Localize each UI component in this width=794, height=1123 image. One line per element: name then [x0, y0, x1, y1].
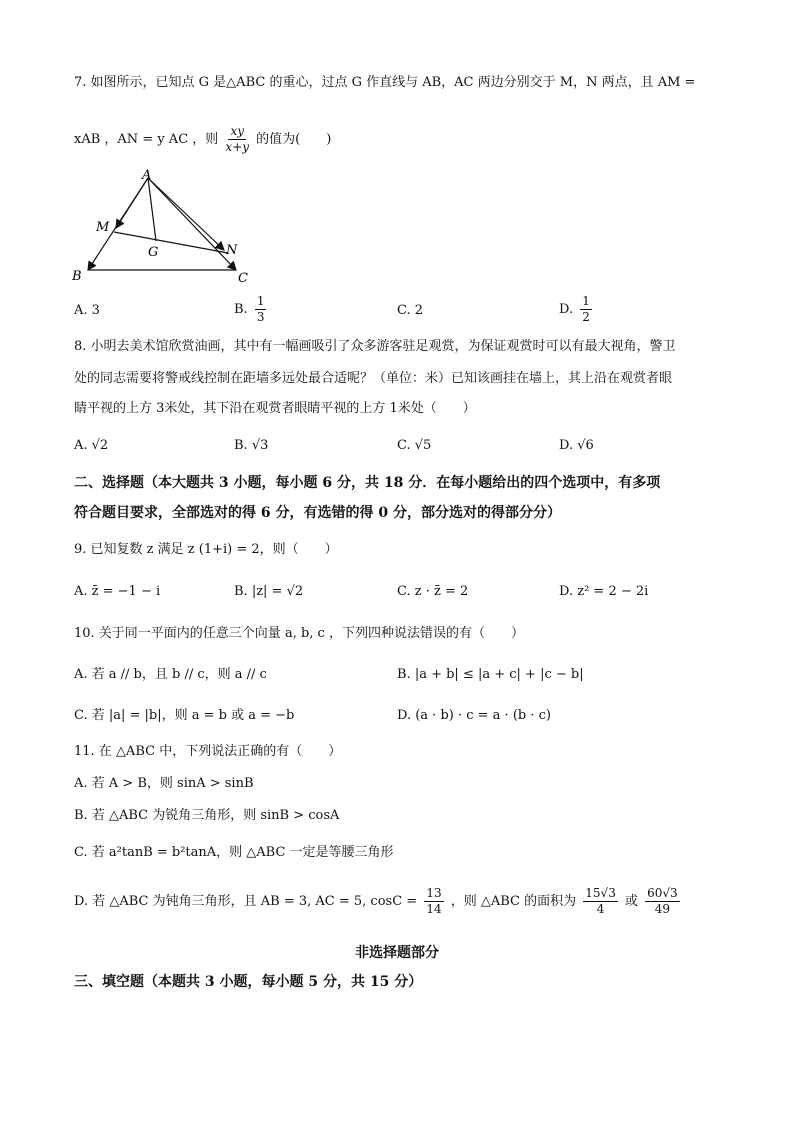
q10-stem: 10. 关于同一平面内的任意三个向量 a, b, c ，下列四种说法错误的有（ ） [74, 626, 524, 641]
q7-option-b-num: 1 [256, 294, 265, 308]
label-a: A [142, 168, 152, 183]
edge-ac [148, 178, 236, 270]
q7-option-d-prefix: D. [559, 302, 574, 317]
q7-option-d-fraction [580, 294, 592, 325]
q7-triangle-figure [66, 166, 266, 286]
q7-stem-line2-b: 的值为( ) [256, 132, 332, 147]
q7-option-d-num: 1 [582, 294, 590, 308]
q8-stem-line1: 8. 小明去美术馆欣赏油画，其中有一幅画吸引了众多游客驻足观赏，为保证观赏时可以有最大视角，警卫 [74, 339, 676, 354]
q7-fraction [225, 124, 249, 155]
q11-option-d [74, 886, 683, 917]
q7-stem-line2-a: xAB ，AN = y AC ，则 [74, 132, 219, 147]
label-n: N [226, 243, 238, 258]
q7-option-b-prefix: B. [234, 302, 248, 317]
arrow-am [116, 178, 148, 228]
q9-option-a: A. z̄ = −1 − i [74, 584, 161, 599]
q8-option-d: D. √6 [559, 438, 594, 453]
q9-option-d: D. z² = 2 − 2i [559, 584, 649, 599]
q11-option-d-or: 或 [624, 894, 638, 909]
q11-option-d-area2-fraction [645, 886, 680, 917]
q11-d-f3-den: 49 [654, 902, 671, 916]
q7-option-b-den: 3 [256, 310, 265, 324]
q10-option-a: A. 若 a // b，且 b // c，则 a // c [74, 667, 267, 682]
q9-option-b: B. |z| = √2 [234, 584, 304, 599]
q7-option-c: C. 2 [397, 303, 424, 318]
q8-stem-line3: 睛平视的上方 3米处，其下沿在观赏者眼睛平视的上方 1米处（ ） [74, 401, 476, 416]
q7-option-b [234, 294, 269, 325]
q11-option-d-area1-fraction [583, 886, 618, 917]
label-b: B [72, 269, 82, 284]
q11-option-d-text-b: ，则 △ABC 的面积为 [450, 894, 577, 909]
section3-heading: 三、填空题（本题共 3 小题，每小题 5 分，共 15 分） [74, 974, 423, 990]
segment-mn [114, 232, 228, 253]
q8-option-a: A. √2 [74, 438, 109, 453]
q7-stem-line2 [74, 124, 331, 155]
label-m: M [96, 220, 110, 235]
q7-fraction-numerator: xy [230, 124, 244, 138]
q11-d-f2-num: 15√3 [585, 886, 616, 900]
segment-ag [148, 178, 156, 241]
part-title: 非选择题部分 [355, 945, 439, 961]
q11-d-f1-den: 14 [426, 902, 442, 916]
q7-stem-line1: 7. 如图所示，已知点 G 是△ABC 的重心，过点 G 作直线与 AB，AC 两边分别交于 M，N 两点，且 AM = [74, 75, 696, 90]
section2-heading-line2: 符合题目要求，全部选对的得 6 分，有选错的得 0 分，部分选对的得部分分） [74, 505, 561, 521]
q9-stem: 9. 已知复数 z 满足 z (1+i) = 2，则（ ） [74, 542, 338, 557]
q7-option-d [559, 294, 595, 325]
q11-d-f1-num: 13 [426, 886, 442, 900]
q11-option-d-cos-fraction [424, 886, 443, 917]
q10-option-c: C. 若 |a| = |b|，则 a = b 或 a = −b [74, 708, 295, 723]
arrow-an [148, 178, 224, 250]
label-c: C [238, 271, 248, 286]
q10-option-b: B. |a + b| ≤ |a + c| + |c − b| [397, 667, 584, 682]
q11-option-b: B. 若 △ABC 为锐角三角形，则 sinB > cosA [74, 808, 340, 823]
q11-option-d-text-a: D. 若 △ABC 为钝角三角形，且 AB = 3, AC = 5, cosC = [74, 894, 418, 909]
label-g: G [148, 245, 159, 260]
section2-heading-line1: 二、选择题（本大题共 3 小题，每小题 6 分，共 18 分．在每小题给出的四个选项中，有多项 [74, 475, 661, 491]
q8-option-b: B. √3 [234, 438, 269, 453]
q7-option-b-fraction [255, 294, 267, 325]
q7-option-a: A. 3 [74, 303, 100, 318]
q11-d-f2-den: 4 [596, 902, 605, 916]
q9-option-c: C. z · z̄ = 2 [397, 584, 469, 599]
q7-option-d-den: 2 [582, 310, 590, 324]
q11-d-f3-num: 60√3 [647, 886, 678, 900]
q11-stem: 11. 在 △ABC 中，下列说法正确的有（ ） [74, 744, 342, 759]
q7-fraction-denominator: x+y [225, 140, 250, 154]
q11-option-c: C. 若 a²tanB = b²tanA，则 △ABC 一定是等腰三角形 [74, 845, 394, 860]
q8-stem-line2: 处的同志需要将警戒线控制在距墙多远处最合适呢？（单位：米）已知该画挂在墙上，其上沿在观赏者眼 [74, 371, 673, 386]
q8-option-c: C. √5 [397, 438, 432, 453]
q10-option-d: D. (a · b) · c = a · (b · c) [397, 708, 551, 723]
q11-option-a: A. 若 A > B，则 sinA > sinB [74, 776, 254, 791]
